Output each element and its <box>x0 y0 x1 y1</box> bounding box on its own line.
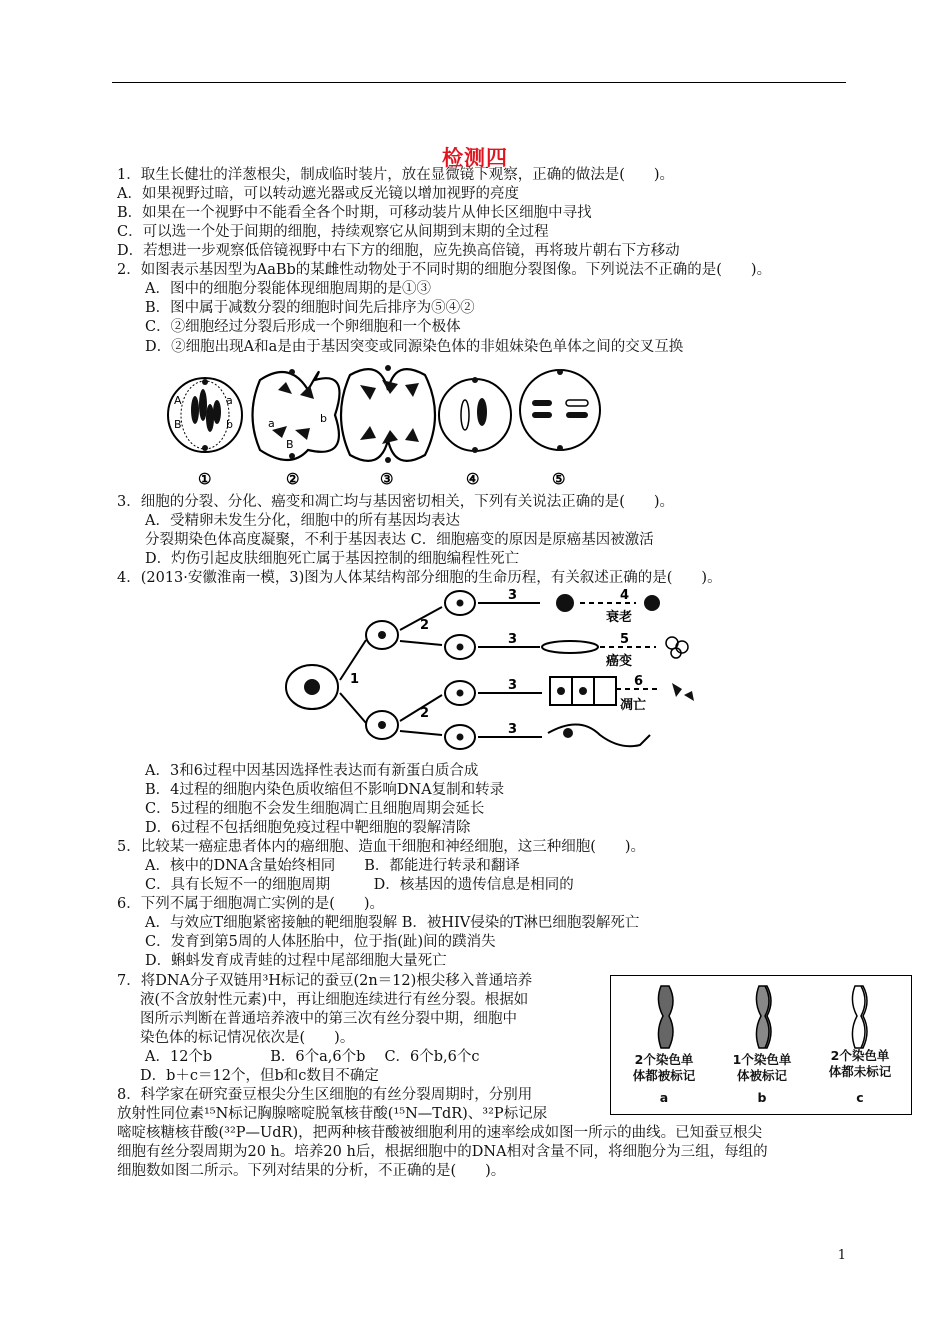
q6-option-c: C．发育到第5周的人体胚胎中，位于指(趾)间的蹼消失 <box>145 934 496 950</box>
gene-label: b <box>226 418 233 431</box>
figure-label: ③ <box>380 470 394 488</box>
process-number: 2 <box>420 618 430 633</box>
q2-option-c: C．②细胞经过分裂后形成一个卵细胞和一个极体 <box>145 319 461 335</box>
q2-option-b: B．图中属于减数分裂的细胞时间先后排序为⑤④② <box>145 300 475 316</box>
q2-option-a: A．图中的细胞分裂能体现细胞周期的是①③ <box>145 281 431 297</box>
fig7-caption: 2个染色单 <box>634 1052 694 1067</box>
process-number: 1 <box>350 672 360 687</box>
gene-label: a <box>268 417 275 430</box>
question-7-line4: 染色体的标记情况依次是( )。 <box>140 1030 355 1046</box>
gene-label: B <box>286 438 294 451</box>
figure-label: ① <box>198 470 212 488</box>
fig7-caption: 体被标记 <box>736 1068 787 1083</box>
gene-label: a <box>226 394 233 407</box>
chromosome-label-figure <box>610 975 912 1115</box>
gene-label: b <box>320 412 327 425</box>
q7-option-d: D．b＋c＝12个，但b和c数目不确定 <box>140 1068 379 1084</box>
question-4: 4．(2013·安徽淮南一模，3)图为人体某结构部分细胞的生命历程，有关叙述正确的是( )。 <box>117 570 722 586</box>
question-7-line3: 图所示判断在普通培养液中的第三次有丝分裂中期，细胞中 <box>140 1011 517 1027</box>
question-7: 7．将DNA分子双链用³H标记的蚕豆(2n＝12)根尖移入普通培养 <box>117 973 533 989</box>
q1-option-b: B．如果在一个视野中不能看全各个时期，可移动装片从伸长区细胞中寻找 <box>117 205 592 221</box>
process-number: 6 <box>634 674 644 689</box>
stage-caption: 凋亡 <box>620 698 647 713</box>
q3-option-d: D．灼伤引起皮肤细胞死亡属于基因控制的细胞编程性死亡 <box>145 551 520 567</box>
q7-options-abc: A．12个b B．6个a,6个b C．6个b,6个c <box>145 1049 480 1065</box>
question-8-line5: 细胞数如图二所示。下列对结果的分析，不正确的是( )。 <box>117 1163 506 1179</box>
process-number: 4 <box>620 588 630 603</box>
process-number: 5 <box>620 632 630 647</box>
question-8: 8．科学家在研究蚕豆根尖分生区细胞的有丝分裂周期时，分别用 <box>117 1087 533 1103</box>
page-title: 检测四 <box>442 146 508 170</box>
question-2: 2．如图表示基因型为AaBb的某雌性动物处于不同时期的细胞分裂图像。下列说法不正确的是( )。 <box>117 262 772 278</box>
figure-label: ④ <box>466 470 480 488</box>
figure-label: ② <box>286 470 300 488</box>
q4-option-c: C．5过程的细胞不会发生细胞凋亡且细胞周期会延长 <box>145 801 485 817</box>
q4-option-b: B．4过程的细胞内染色质收缩但不影响DNA复制和转录 <box>145 782 505 798</box>
question-8-line2: 放射性同位素¹⁵N标记胸腺嘧啶脱氧核苷酸(¹⁵N—TdR)、³²P标记尿 <box>117 1106 548 1122</box>
q4-option-a: A．3和6过程中因基因选择性表达而有新蛋白质合成 <box>145 763 479 779</box>
process-number: 3 <box>508 722 518 737</box>
fig7-letter: c <box>856 1090 864 1105</box>
q1-option-c: C．可以选一个处于间期的细胞，持续观察它从间期到末期的全过程 <box>117 224 549 240</box>
question-6: 6．下列不属于细胞凋亡实例的是( )。 <box>117 896 385 912</box>
q6-option-d: D．蝌蚪发育成青蛙的过程中尾部细胞大量死亡 <box>145 953 447 969</box>
stage-caption: 衰老 <box>606 610 633 625</box>
q5-options-ab: A．核中的DNA含量始终相同 B．都能进行转录和翻译 <box>145 858 520 874</box>
gene-label: A <box>174 394 182 407</box>
fig7-letter: b <box>757 1090 767 1105</box>
fig7-letter: a <box>659 1090 669 1105</box>
fig7-caption: 体都未标记 <box>828 1064 892 1079</box>
stage-caption: 癌变 <box>606 654 633 669</box>
page-number: 1 <box>837 1248 846 1263</box>
gene-label: B <box>174 418 182 431</box>
question-8-line4: 细胞有丝分裂周期为20 h。培养20 h后，根据细胞中的DNA相对含量不同，将细胞分为三组，每组的 <box>117 1144 768 1160</box>
process-number: 3 <box>508 678 518 693</box>
q1-option-a: A．如果视野过暗，可以转动遮光器或反光镜以增加视野的亮度 <box>117 186 519 202</box>
q2-option-d: D．②细胞出现A和a是由于基因突变或同源染色体的非姐妹染色单体之间的交叉互换 <box>145 339 684 355</box>
question-8-line3: 嘧啶核糖核苷酸(³²P—UdR)，把两种核苷酸被细胞利用的速率绘成如图一所示的曲线。已知蚕豆根尖 <box>117 1125 763 1141</box>
q6-options-ab: A．与效应T细胞紧密接触的靶细胞裂解 B．被HIV侵染的T淋巴细胞裂解死亡 <box>145 915 640 931</box>
fig7-caption: 体都被标记 <box>632 1068 696 1083</box>
process-number: 2 <box>420 706 430 721</box>
q3-option-a: A．受精卵未发生分化，细胞中的所有基因均表达 <box>145 513 460 529</box>
question-1: 1．取生长健壮的洋葱根尖，制成临时装片，放在显微镜下观察，正确的做法是( )。 <box>117 167 675 183</box>
fig7-caption: 2个染色单 <box>830 1048 890 1063</box>
process-number: 3 <box>508 632 518 647</box>
figure-label: ⑤ <box>552 470 566 488</box>
fig7-caption: 1个染色单 <box>732 1052 792 1067</box>
question-3: 3．细胞的分裂、分化、癌变和凋亡均与基因密切相关，下列有关说法正确的是( )。 <box>117 494 675 510</box>
cell-history-figure <box>280 585 720 763</box>
q4-option-d: D．6过程不包括细胞免疫过程中靶细胞的裂解清除 <box>145 820 471 836</box>
cell-division-figure <box>160 360 610 490</box>
q5-options-cd: C．具有长短不一的细胞周期 D．核基因的遗传信息是相同的 <box>145 877 574 893</box>
question-5: 5．比较某一癌症患者体内的癌细胞、造血干细胞和神经细胞，这三种细胞( )。 <box>117 839 646 855</box>
question-7-line2: 液(不含放射性元素)中，再让细胞连续进行有丝分裂。根据如 <box>140 992 529 1008</box>
header-rule <box>112 82 846 83</box>
q3-option-b-c: 分裂期染色体高度凝聚，不利于基因表达 C．细胞癌变的原因是原癌基因被激活 <box>145 532 654 548</box>
q1-option-d: D．若想进一步观察低倍镜视野中右下方的细胞，应先换高倍镜，再将玻片朝右下方移动 <box>117 243 680 259</box>
process-number: 3 <box>508 588 518 603</box>
